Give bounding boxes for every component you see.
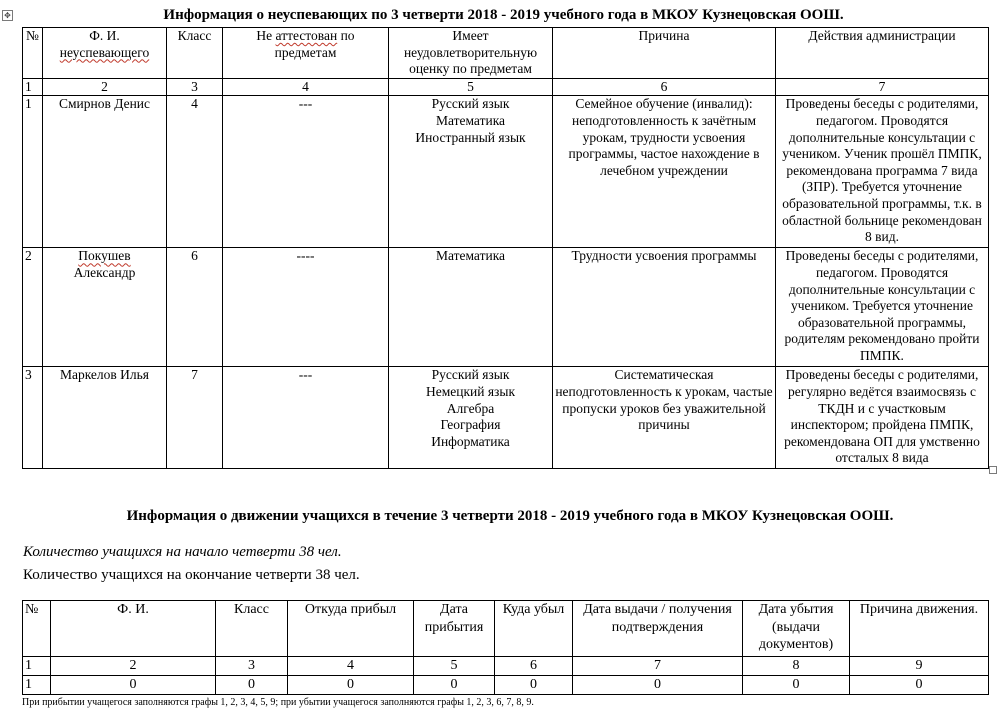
colnum-cell: 1 [23, 78, 43, 96]
header-class: Класс [216, 601, 288, 657]
row-num: 2 [23, 248, 43, 367]
header-fio: Ф. И. неуспевающего [43, 28, 167, 79]
fio-name: Александр [73, 264, 136, 280]
row-subjects [389, 96, 553, 248]
row-fio [43, 248, 167, 367]
table-move-handle-icon[interactable]: ✥ [2, 10, 13, 21]
student-movement-table [22, 600, 989, 695]
header-where: Куда убыл [495, 601, 573, 657]
row-cell: 0 [743, 676, 850, 695]
colnum-cell: 6 [553, 78, 776, 96]
row-class: 4 [167, 96, 223, 248]
subject-item: Русский язык [431, 96, 510, 112]
table2-header-row [23, 601, 989, 657]
header-arrival-date: Дата прибытия [414, 601, 495, 657]
table-row [23, 367, 989, 469]
table-row [23, 676, 989, 695]
row-reason: Систематическая неподготовленность к урокам, частые пропуски уроков без уважительной причины [553, 367, 776, 469]
header-from: Откуда прибыл [288, 601, 414, 657]
table1-column-numbers-row [23, 78, 989, 96]
row-actions: Проведены беседы с родителями, педагогом. Проводятся дополнительные консультации с учеником. Ученик прошёл ПМПК, рекомендована программа 7 вида (ЗПР). Требуется уточнение образовательной программы, т.к. в областной больнице рекомендован 8 вид. [776, 96, 989, 248]
row-cell: 0 [414, 676, 495, 695]
row-num: 1 [23, 96, 43, 248]
colnum-cell: 6 [495, 657, 573, 676]
fio-surname: Покушев [78, 248, 131, 264]
table1-title: Информация о неуспевающих по 3 четверти 2018 - 2019 учебного года в МКОУ Кузнецовская ООШ. [163, 7, 844, 23]
table1-header-row [23, 28, 989, 79]
row-class: 7 [167, 367, 223, 469]
row-not-attested: --- [223, 367, 389, 469]
underperformers-table [22, 27, 989, 469]
row-num: 3 [23, 367, 43, 469]
header-issue-date: Дата выдачи / получения подтверждения [573, 601, 743, 657]
header-leave-date: Дата убытия (выдачи документов) [743, 601, 850, 657]
row-reason: Семейное обучение (инвалид): неподготовленность к зачётным урокам, трудности усвоения программы, частое нахождение в лечебном учреждении [553, 96, 776, 248]
count-start-text: Количество учащихся на начало четверти 38 чел. [23, 544, 342, 560]
row-cell: 0 [216, 676, 288, 695]
header-fi: Ф. И. [51, 601, 216, 657]
row-cell: 0 [850, 676, 989, 695]
row-not-attested: ---- [223, 248, 389, 367]
row-subjects [389, 248, 553, 367]
colnum-cell: 4 [223, 78, 389, 96]
row-reason: Трудности усвоения программы [553, 248, 776, 367]
table-resize-handle[interactable] [989, 466, 997, 474]
subject-item: Немецкий язык [425, 383, 516, 399]
colnum-cell: 4 [288, 657, 414, 676]
table-row [23, 248, 989, 367]
row-actions: Проведены беседы с родителями, педагогом. Проводятся дополнительные консультации с учеником. Требуется уточнение образовательной программы, родителям рекомендовано пройти ПМПК. [776, 248, 989, 367]
header-reason: Причина движения. [850, 601, 989, 657]
colnum-cell: 2 [43, 78, 167, 96]
subject-item: Математика [435, 112, 506, 128]
header-reason: Причина [553, 28, 776, 79]
subject-item: Информатика [431, 433, 510, 449]
header-actions: Действия администрации [776, 28, 989, 79]
subject-item: Иностранный язык [415, 129, 526, 145]
colnum-cell: 8 [743, 657, 850, 676]
header-not-attested: Не аттестован по предметам [223, 28, 389, 79]
colnum-cell: 7 [776, 78, 989, 96]
subject-item: География [440, 417, 501, 433]
table2-title: Информация о движении учащихся в течение 3 четверти 2018 - 2019 учебного года в МКОУ Кузнецовская ООШ. [126, 508, 894, 524]
row-actions: Проведены беседы с родителями, регулярно ведётся взаимосвязь с ТКДН и с участковым инспектором; пройдена ПМПК, рекомендована ОП для умственно отсталых 8 вида [776, 367, 989, 469]
row-subjects [389, 367, 553, 469]
colnum-cell: 2 [51, 657, 216, 676]
header-class: Класс [167, 28, 223, 79]
subject-item: Русский язык [431, 367, 510, 383]
row-cell: 0 [495, 676, 573, 695]
row-cell: 1 [23, 676, 51, 695]
row-class: 6 [167, 248, 223, 367]
colnum-cell: 5 [414, 657, 495, 676]
row-fio: Маркелов Илья [43, 367, 167, 469]
colnum-cell: 3 [216, 657, 288, 676]
row-fio: Смирнов Денис [43, 96, 167, 248]
colnum-cell: 7 [573, 657, 743, 676]
header-unsatisfactory: Имеет неудовлетворительную оценку по предметам [389, 28, 553, 79]
row-cell: 0 [573, 676, 743, 695]
header-num: № [23, 28, 43, 79]
colnum-cell: 1 [23, 657, 51, 676]
row-cell: 0 [288, 676, 414, 695]
count-end-text: Количество учащихся на окончание четверти 38 чел. [23, 567, 360, 583]
row-not-attested: --- [223, 96, 389, 248]
row-cell: 0 [51, 676, 216, 695]
subject-item: Алгебра [446, 400, 495, 416]
colnum-cell: 9 [850, 657, 989, 676]
colnum-cell: 5 [389, 78, 553, 96]
footnote: При прибытии учащегося заполняются графы 1, 2, 3, 4, 5, 9; при убытии учащегося заполняются графы 1, 2, 3, 6, 7, 8, 9. [22, 697, 534, 708]
header-num: № [23, 601, 51, 657]
colnum-cell: 3 [167, 78, 223, 96]
table-row [23, 96, 989, 248]
table2-column-numbers-row [23, 657, 989, 676]
subject-item: Математика [435, 248, 506, 264]
